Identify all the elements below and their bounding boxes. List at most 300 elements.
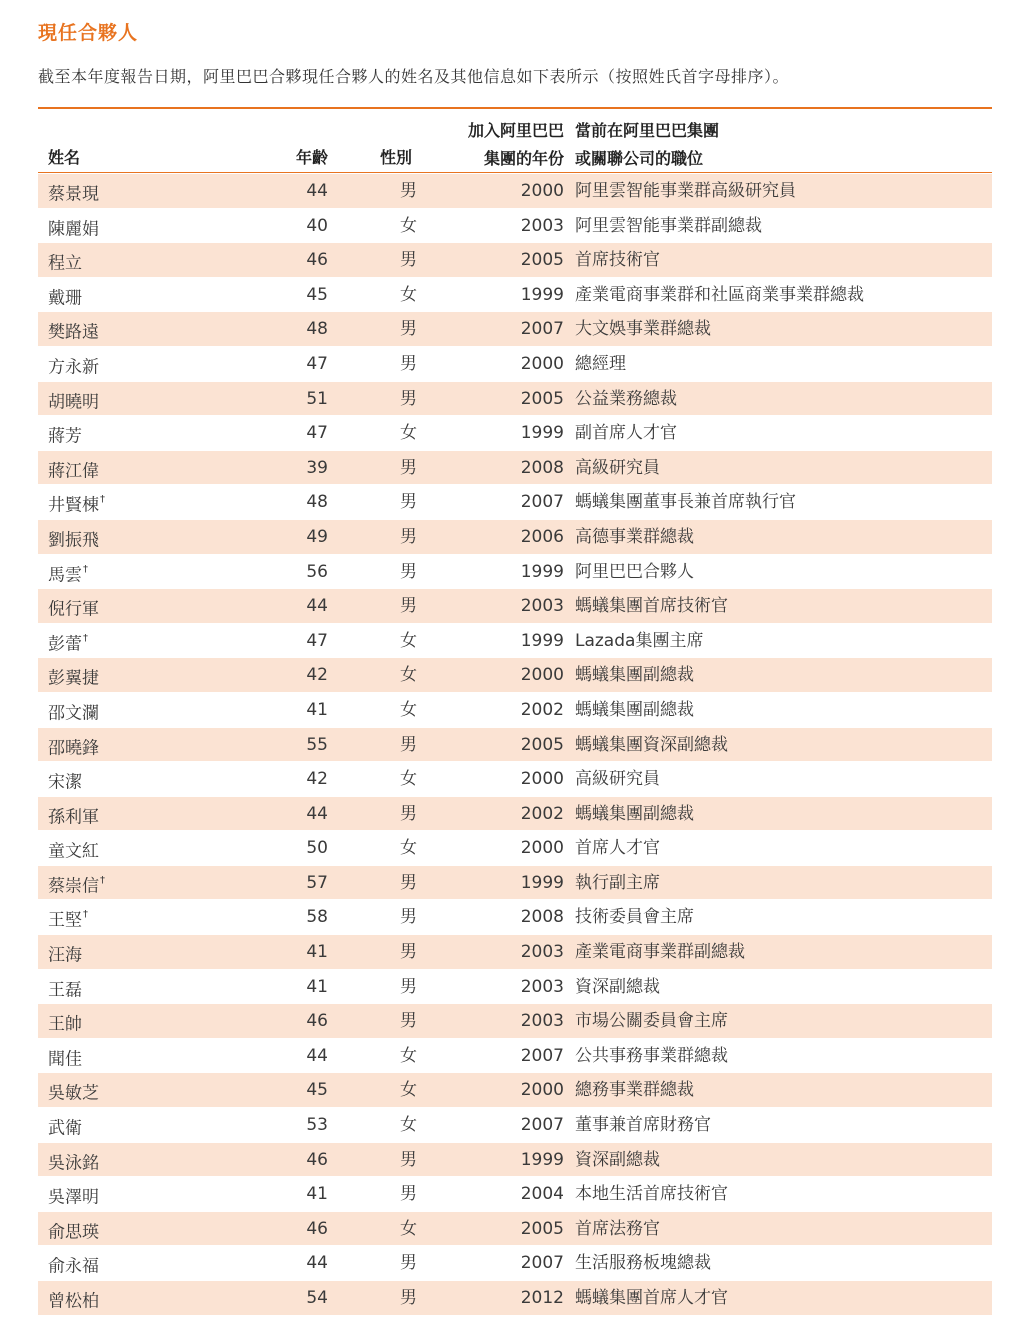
partner-name-text: 蔡崇信 <box>48 876 99 897</box>
partner-mark: † <box>100 874 105 886</box>
partner-sex-text: 男 <box>400 803 417 824</box>
partner-position-text: 資深副總裁 <box>575 976 660 997</box>
partner-age <box>288 1073 328 1107</box>
partner-name <box>48 382 100 420</box>
partner-name <box>48 797 100 835</box>
partner-age-text: 58 <box>306 907 328 928</box>
partner-sex-text: 女 <box>400 699 417 720</box>
partner-join-year-text: 2012 <box>520 1288 564 1308</box>
partner-name <box>48 1039 83 1077</box>
partner-name-text: 樊路遠 <box>48 323 99 344</box>
partner-join-year-text: 1999 <box>520 630 564 651</box>
partner-name <box>48 693 100 731</box>
partner-sex <box>400 866 417 900</box>
partner-name-text: 彭翼捷 <box>48 668 99 689</box>
partner-age-text: 55 <box>306 734 328 755</box>
partner-age-text: 45 <box>306 284 328 305</box>
table-row <box>38 1073 992 1108</box>
partner-age-text: 46 <box>306 1149 328 1170</box>
partner-join-year-text: 2000 <box>520 665 564 686</box>
partner-position-text: 生活服務板塊總裁 <box>575 1253 711 1274</box>
partner-position <box>575 797 694 831</box>
partner-position <box>575 416 677 450</box>
partner-position-text: 產業電商事業群和社區商業事業群總裁 <box>575 284 864 305</box>
table-row <box>38 658 992 693</box>
partner-join-year <box>478 658 564 692</box>
partner-sex <box>400 970 417 1004</box>
partner-sex-text: 男 <box>400 907 417 928</box>
partner-join-year <box>478 1073 564 1107</box>
table-row <box>38 1246 992 1281</box>
partner-join-year <box>478 416 564 450</box>
partner-age-text: 44 <box>306 596 328 617</box>
partner-name <box>48 1246 100 1284</box>
partner-join-year-text: 2007 <box>520 1115 564 1136</box>
partner-age-text: 40 <box>306 215 328 236</box>
partner-age <box>288 866 328 900</box>
partner-sex <box>400 935 417 969</box>
table-row <box>38 312 992 347</box>
partner-join-year-text: 2007 <box>520 492 564 513</box>
partner-position-text: 技術委員會主席 <box>575 907 694 928</box>
partner-sex <box>400 1212 417 1246</box>
partner-age <box>288 658 328 692</box>
partner-age <box>288 693 328 727</box>
partner-age <box>288 485 328 519</box>
partner-position-text: 阿里雲智能事業群高級研究員 <box>575 181 796 201</box>
partner-join-year-text: 2006 <box>520 526 564 547</box>
partner-sex-text: 男 <box>400 492 417 513</box>
partner-sex <box>400 1177 417 1211</box>
partner-name-text: 聞佳 <box>48 1049 82 1070</box>
partner-position-text: 公共事務事業群總裁 <box>575 1045 728 1066</box>
partner-name <box>48 485 105 523</box>
partner-age <box>288 416 328 450</box>
partner-sex <box>400 1143 417 1177</box>
partner-join-year <box>478 831 564 865</box>
partner-name <box>48 762 83 800</box>
partner-sex-text: 男 <box>400 250 417 271</box>
partner-position <box>575 900 694 934</box>
partner-mark: † <box>100 494 105 506</box>
partner-position <box>575 693 694 727</box>
partner-sex <box>400 209 417 243</box>
partner-position <box>575 624 703 658</box>
partner-sex <box>400 762 417 796</box>
partner-sex-text: 男 <box>400 734 417 755</box>
partner-age-text: 47 <box>306 353 328 374</box>
partner-join-year-text: 2007 <box>520 1253 564 1274</box>
partner-name-text: 程立 <box>48 253 82 274</box>
partner-join-year-text: 2005 <box>520 388 564 409</box>
partner-sex-text: 女 <box>400 769 417 790</box>
partner-name <box>48 1212 100 1250</box>
partners-table <box>38 174 992 1316</box>
partner-name-text: 吳敏芝 <box>48 1084 99 1105</box>
partner-name <box>48 866 105 904</box>
partner-name-text: 蔣江偉 <box>48 461 99 482</box>
partner-join-year <box>478 900 564 934</box>
partner-join-year-text: 1999 <box>520 284 564 305</box>
partner-age-text: 48 <box>306 319 328 340</box>
partner-age-text: 51 <box>306 388 328 409</box>
partner-sex <box>400 174 417 208</box>
section-title: 現任合夥人 <box>38 22 139 44</box>
partner-age-text: 41 <box>306 942 328 963</box>
partner-join-year <box>478 209 564 243</box>
partner-join-year <box>478 382 564 416</box>
partner-age-text: 39 <box>306 457 328 478</box>
partner-age <box>288 347 328 381</box>
partner-position <box>575 451 660 485</box>
partner-name <box>48 1108 83 1146</box>
partner-name <box>48 347 100 385</box>
table-row <box>38 555 992 590</box>
partner-position <box>575 658 694 692</box>
partner-name-text: 童文紅 <box>48 841 99 862</box>
partner-name-text: 王堅 <box>48 911 82 932</box>
partner-sex-text: 男 <box>400 388 417 409</box>
partner-age <box>288 728 328 762</box>
partner-name-text: 汪海 <box>48 945 82 966</box>
partner-sex-text: 男 <box>400 872 417 893</box>
partner-age-text: 46 <box>306 1011 328 1032</box>
partner-name-text: 方永新 <box>48 357 99 378</box>
partner-position <box>575 831 660 865</box>
partner-age <box>288 831 328 865</box>
partner-sex <box>400 278 417 312</box>
partner-sex <box>400 900 417 934</box>
partner-sex-text: 男 <box>400 1253 417 1274</box>
partner-name <box>48 589 100 627</box>
partner-sex <box>400 797 417 831</box>
partner-age <box>288 797 328 831</box>
partner-join-year-text: 1999 <box>520 423 564 444</box>
partner-name-text: 邵曉鋒 <box>48 738 99 759</box>
partner-sex-text: 女 <box>400 423 417 444</box>
header-name: 姓名 <box>48 148 81 167</box>
partner-sex-text: 女 <box>400 284 417 305</box>
partner-join-year-text: 2007 <box>520 319 564 340</box>
header-join-year <box>438 117 564 173</box>
partner-position <box>575 209 762 243</box>
partner-join-year-text: 2000 <box>520 181 564 201</box>
partner-position <box>575 866 660 900</box>
partner-position-text: 螞蟻集團副總裁 <box>575 699 694 720</box>
partner-join-year <box>478 1212 564 1246</box>
partner-join-year-text: 2002 <box>520 803 564 824</box>
partner-name-text: 陳麗娟 <box>48 219 99 240</box>
partner-join-year-text: 2005 <box>520 1218 564 1239</box>
partner-sex <box>400 347 417 381</box>
partner-name <box>48 1281 100 1319</box>
partner-join-year <box>478 174 564 208</box>
partner-position <box>575 174 796 208</box>
partner-join-year-text: 1999 <box>520 561 564 582</box>
table-row <box>38 1004 992 1039</box>
table-row <box>38 209 992 244</box>
partner-sex <box>400 831 417 865</box>
partner-sex-text: 男 <box>400 1288 417 1308</box>
partner-join-year <box>478 1039 564 1073</box>
partner-age <box>288 555 328 589</box>
table-row <box>38 520 992 555</box>
partner-sex <box>400 485 417 519</box>
partner-name <box>48 416 83 454</box>
partner-join-year <box>478 1108 564 1142</box>
partner-sex <box>400 693 417 727</box>
partner-position-text: 高級研究員 <box>575 457 660 478</box>
partner-join-year <box>478 312 564 346</box>
partner-name-text: 俞思瑛 <box>48 1222 99 1243</box>
partner-name-text: 俞永福 <box>48 1257 99 1278</box>
partner-name <box>48 1143 100 1181</box>
table-row <box>38 174 992 209</box>
partner-position-text: 阿里雲智能事業群副總裁 <box>575 215 762 236</box>
partner-position-text: 高德事業群總裁 <box>575 526 694 547</box>
table-row <box>38 624 992 659</box>
partner-join-year-text: 2008 <box>520 907 564 928</box>
partner-name <box>48 1073 100 1111</box>
partner-join-year <box>478 243 564 277</box>
partner-age-text: 45 <box>306 1080 328 1101</box>
partner-sex <box>400 451 417 485</box>
partner-name <box>48 935 83 973</box>
partner-name <box>48 174 100 212</box>
partner-position-text: 公益業務總裁 <box>575 388 677 409</box>
partner-name <box>48 451 100 489</box>
partner-join-year <box>478 589 564 623</box>
partner-position <box>575 520 694 554</box>
table-row <box>38 762 992 797</box>
table-row <box>38 1212 992 1247</box>
partner-sex <box>400 243 417 277</box>
partner-name-text: 戴珊 <box>48 288 82 309</box>
partner-age <box>288 900 328 934</box>
partner-age-text: 46 <box>306 1218 328 1239</box>
partner-join-year <box>478 1004 564 1038</box>
partner-age-text: 57 <box>306 872 328 893</box>
partner-sex-text: 女 <box>400 838 417 859</box>
partner-age <box>288 1246 328 1280</box>
partner-position <box>575 1143 660 1177</box>
partner-join-year <box>478 451 564 485</box>
table-row <box>38 243 992 278</box>
partner-join-year <box>478 347 564 381</box>
partner-position-text: 螞蟻集團董事長兼首席執行官 <box>575 492 796 513</box>
partner-name <box>48 900 88 938</box>
table-row <box>38 693 992 728</box>
partner-position <box>575 970 660 1004</box>
partner-name-text: 宋潔 <box>48 772 82 793</box>
partner-name <box>48 728 100 766</box>
partner-sex <box>400 1108 417 1142</box>
partner-position <box>575 382 677 416</box>
partner-name <box>48 278 83 316</box>
partner-position-text: 總務事業群總裁 <box>575 1080 694 1101</box>
partner-position <box>575 1039 728 1073</box>
partner-age-text: 49 <box>306 526 328 547</box>
partner-age <box>288 174 328 208</box>
table-row <box>38 866 992 901</box>
partner-position <box>575 1004 728 1038</box>
partner-join-year <box>478 1177 564 1211</box>
partner-sex <box>400 1004 417 1038</box>
partner-position <box>575 1212 660 1246</box>
partner-position <box>575 1281 728 1315</box>
partner-join-year <box>478 970 564 1004</box>
partner-sex <box>400 1281 417 1315</box>
partner-sex-text: 男 <box>400 942 417 963</box>
table-row <box>38 1039 992 1074</box>
partner-join-year <box>478 278 564 312</box>
partner-position <box>575 589 728 623</box>
partner-age-text: 46 <box>306 250 328 271</box>
partner-name-text: 邵文瀾 <box>48 703 99 724</box>
partner-sex-text: 男 <box>400 1149 417 1170</box>
partner-sex-text: 男 <box>400 181 417 201</box>
partner-join-year-text: 2003 <box>520 215 564 236</box>
partner-sex-text: 女 <box>400 1045 417 1066</box>
partner-join-year-text: 2003 <box>520 596 564 617</box>
table-row <box>38 728 992 763</box>
partner-age <box>288 209 328 243</box>
partner-age-text: 41 <box>306 699 328 720</box>
partner-age <box>288 762 328 796</box>
partner-join-year <box>478 1143 564 1177</box>
partner-join-year <box>478 520 564 554</box>
partner-position-text: 螞蟻集團首席人才官 <box>575 1288 728 1308</box>
partner-join-year-text: 2002 <box>520 699 564 720</box>
partner-position <box>575 935 745 969</box>
partner-sex <box>400 624 417 658</box>
partner-sex <box>400 728 417 762</box>
partner-sex <box>400 312 417 346</box>
partner-position <box>575 485 796 519</box>
partner-age-text: 42 <box>306 769 328 790</box>
partner-sex-text: 女 <box>400 1115 417 1136</box>
partner-name-text: 劉振飛 <box>48 530 99 551</box>
partner-join-year-text: 2004 <box>520 1184 564 1205</box>
partner-name-text: 曾松柏 <box>48 1291 99 1312</box>
partner-position-text: 資深副總裁 <box>575 1149 660 1170</box>
top-divider <box>38 107 992 109</box>
partner-sex-text: 男 <box>400 457 417 478</box>
table-row <box>38 485 992 520</box>
partner-name-text: 王磊 <box>48 980 82 1001</box>
partner-position <box>575 278 864 312</box>
partner-sex <box>400 382 417 416</box>
partner-age <box>288 624 328 658</box>
partner-sex <box>400 658 417 692</box>
partner-sex-text: 男 <box>400 353 417 374</box>
partner-age <box>288 1108 328 1142</box>
partner-name-text: 彭蕾 <box>48 634 82 655</box>
partner-join-year <box>478 935 564 969</box>
header-position <box>575 117 719 173</box>
partner-position-text: 首席法務官 <box>575 1218 660 1239</box>
partner-age <box>288 1039 328 1073</box>
partner-join-year-text: 2003 <box>520 976 564 997</box>
partner-join-year-text: 2003 <box>520 942 564 963</box>
partner-position <box>575 243 660 277</box>
table-row <box>38 970 992 1005</box>
partner-sex-text: 男 <box>400 1011 417 1032</box>
partner-join-year <box>478 1281 564 1315</box>
header-pos-line1: 當前在阿里巴巴集團 <box>575 121 720 140</box>
table-row <box>38 1281 992 1316</box>
partner-position <box>575 1177 728 1211</box>
partner-join-year-text: 2000 <box>520 353 564 374</box>
partner-join-year <box>478 624 564 658</box>
partner-join-year <box>478 866 564 900</box>
partner-name-text: 蔡景現 <box>48 184 99 205</box>
partner-sex <box>400 1039 417 1073</box>
partner-name-text: 井賢棟 <box>48 496 99 516</box>
partner-age-text: 47 <box>306 423 328 444</box>
partner-name-text: 王帥 <box>48 1014 82 1035</box>
table-header <box>38 114 992 170</box>
partner-position-text: 產業電商事業群副總裁 <box>575 942 745 963</box>
partner-age-text: 44 <box>306 1253 328 1274</box>
partner-age <box>288 1004 328 1038</box>
partner-name <box>48 243 83 281</box>
partner-name-text: 孫利軍 <box>48 807 99 828</box>
partner-join-year-text: 1999 <box>520 1149 564 1170</box>
partner-age-text: 44 <box>306 181 328 201</box>
table-row <box>38 797 992 832</box>
partner-name <box>48 831 100 869</box>
header-join-line1: 加入阿里巴巴 <box>467 121 564 140</box>
partner-age <box>288 312 328 346</box>
partner-age <box>288 520 328 554</box>
partner-join-year-text: 2000 <box>520 769 564 790</box>
partner-name <box>48 209 100 247</box>
table-row <box>38 1108 992 1143</box>
partner-position <box>575 555 694 589</box>
partner-name-text: 倪行軍 <box>48 599 99 620</box>
partner-sex <box>400 520 417 554</box>
partner-position-text: 首席人才官 <box>575 838 660 859</box>
partner-age <box>288 278 328 312</box>
partner-position-text: 大文娛事業群總裁 <box>575 319 711 340</box>
partner-name-text: 蔣芳 <box>48 426 82 447</box>
partner-name-text: 胡曉明 <box>48 392 99 413</box>
partner-sex-text: 男 <box>400 319 417 340</box>
partner-age-text: 47 <box>306 630 328 651</box>
table-row <box>38 935 992 970</box>
intro-text: 截至本年度報告日期，阿里巴巴合夥現任合夥人的姓名及其他信息如下表所示（按照姓氏首字母排序）。 <box>38 67 790 86</box>
partner-join-year-text: 2005 <box>520 250 564 271</box>
partner-position <box>575 1073 694 1107</box>
partner-position-text: 首席技術官 <box>575 250 660 271</box>
partner-sex-text: 女 <box>400 630 417 651</box>
partner-age <box>288 970 328 1004</box>
partner-position-text: 本地生活首席技術官 <box>575 1184 728 1205</box>
partner-age <box>288 589 328 623</box>
partner-position <box>575 347 626 381</box>
partner-age-text: 54 <box>306 1288 328 1308</box>
partner-name-text: 武衛 <box>48 1118 82 1139</box>
partner-position-text: 執行副主席 <box>575 872 660 893</box>
partner-name <box>48 658 100 696</box>
partner-age-text: 44 <box>306 803 328 824</box>
header-age: 年齡 <box>295 148 328 167</box>
partner-age <box>288 382 328 416</box>
table-row <box>38 831 992 866</box>
partner-age <box>288 243 328 277</box>
partner-sex <box>400 1073 417 1107</box>
